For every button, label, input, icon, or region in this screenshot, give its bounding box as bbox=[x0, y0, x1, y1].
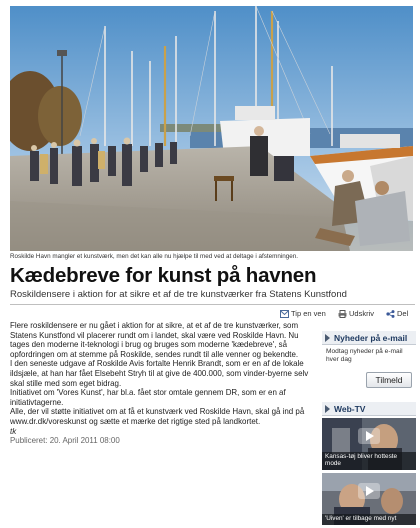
headline-divider bbox=[10, 304, 415, 305]
article-paragraph: Flere roskildensere er nu gået i aktion for at sikre, at et af de tre kunstværker, som Statens Kunstfond vil placerer rundt om i landet, skal være ved Roskilde Havn. Nu tages den moderne it-teknologi i brug og bruges som moderne 'kædebreve', så opfordringen om at stemme på Roskilde, sendes rundt til alle venner og bekendte. bbox=[10, 321, 299, 359]
printer-icon bbox=[338, 310, 347, 318]
video-caption: Kansas-tøj bliver hotteste mode bbox=[322, 452, 416, 470]
article-subheadline: Roskildensere i aktion for at sikre et af de tre kunstværker fra Statens Kunstfond bbox=[10, 289, 347, 300]
newsletter-signup-button[interactable]: Tilmeld bbox=[366, 372, 412, 388]
article-paragraph: Initiativet om 'Vores Kunst', har bl.a. fået stor omtale gennem DR, som er en af initiativtagerne. bbox=[10, 388, 286, 407]
play-icon bbox=[358, 483, 380, 499]
article-paragraph: Alle, der vil støtte initiativet om at få et kunstværk ved Roskilde Havn, skal gå ind på www.dr.dk/voreskunst og sætte et mærke det rigtige sted på landkortet. bbox=[10, 407, 305, 426]
article-tools bbox=[280, 309, 416, 321]
article-paragraph: I den seneste udgave af Roskilde Avis fortalte Henrik Brandt, som er en af de lokale ildsjæle, at han har fået Elsebeht Stryh til at give de 400.000, som vinder-byerne selv skal stille med som eget bidrag. bbox=[10, 359, 309, 388]
article-photo bbox=[10, 6, 413, 251]
newsletter-description: Modtag nyheder på e-mail hver dag bbox=[326, 348, 403, 363]
article-author: tk bbox=[10, 426, 17, 436]
webtv-item[interactable] bbox=[322, 418, 416, 470]
play-icon bbox=[358, 428, 380, 444]
article-headline: Kædebreve for kunst på havnen bbox=[10, 264, 317, 287]
newsletter-title: Nyheder på e-mail bbox=[334, 332, 408, 343]
publish-date: Publiceret: 20. April 2011 08:00 bbox=[10, 436, 120, 446]
tip-friend-label: Tip en ven bbox=[291, 309, 326, 318]
print-link[interactable] bbox=[338, 309, 374, 318]
newsletter-header bbox=[322, 331, 416, 345]
share-label: Del bbox=[397, 309, 409, 318]
photo-caption: Roskilde Havn mangler et kunstværk, men det kan alle nu hjælpe til med ved at deltage i afstemningen. bbox=[10, 253, 299, 260]
webtv-header bbox=[322, 402, 416, 416]
print-label: Udskriv bbox=[349, 309, 375, 318]
share-icon bbox=[386, 310, 395, 318]
webtv-list bbox=[322, 418, 416, 528]
video-caption: 'Uiven' er tilbage med nyt bbox=[322, 514, 416, 525]
share-link[interactable] bbox=[386, 309, 408, 318]
tip-friend-link[interactable] bbox=[280, 309, 326, 318]
article-body bbox=[10, 321, 315, 481]
harbor-photo-image bbox=[10, 6, 413, 251]
triangle-right-icon bbox=[325, 334, 330, 342]
webtv-item[interactable] bbox=[322, 473, 416, 525]
envelope-icon bbox=[280, 310, 289, 318]
triangle-right-icon bbox=[325, 405, 330, 413]
webtv-title: Web-TV bbox=[334, 403, 366, 414]
